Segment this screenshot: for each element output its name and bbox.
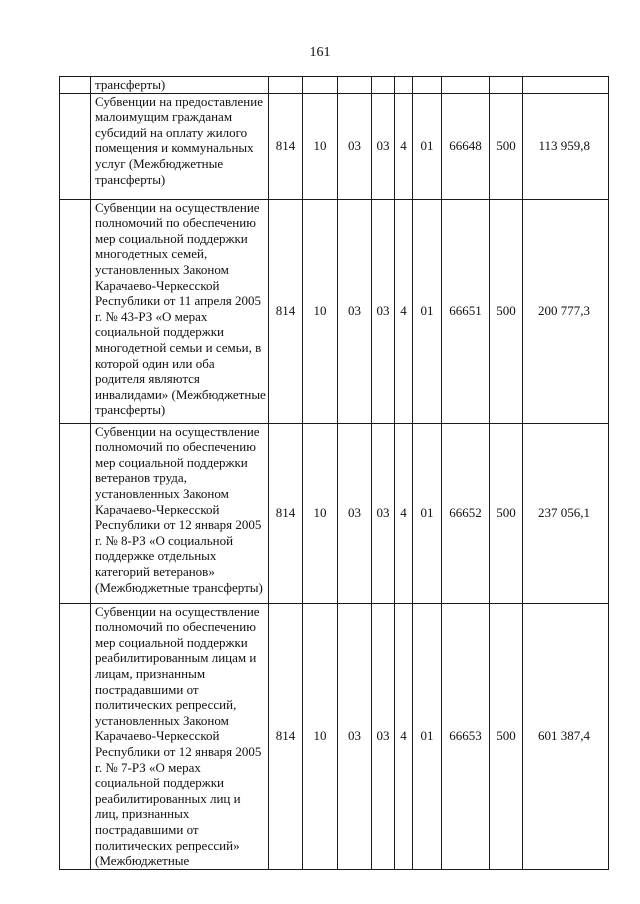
code-cell: 4 [395,423,413,603]
code-cell: 814 [269,603,303,869]
code-cell: 814 [269,199,303,423]
code-cell: 4 [395,199,413,423]
code-cell [413,77,442,94]
code-cell [338,77,372,94]
code-cell: 01 [413,423,442,603]
amount-cell: 601 387,4 [523,603,609,869]
description-cell: трансферты) [91,77,269,94]
code-cell: 01 [413,199,442,423]
table-row [60,93,609,199]
row-number-cell [60,77,91,94]
amount-cell [523,77,609,94]
code-cell: 03 [338,93,372,199]
code-cell: 500 [490,199,523,423]
code-cell [303,77,338,94]
code-cell: 10 [303,603,338,869]
row-number-cell [60,423,91,603]
code-cell: 01 [413,603,442,869]
amount-cell: 113 959,8 [523,93,609,199]
code-cell: 10 [303,199,338,423]
code-cell: 66651 [442,199,490,423]
code-cell: 03 [372,93,395,199]
code-cell [442,77,490,94]
code-cell [395,77,413,94]
description-cell: Субвенции на осуществление полномочий по обеспечению мер социальной поддержки ветеранов труда, установленных Законом Карачаево-Черкесской Республики от 12 января 2005 г. № 8-РЗ «О социальной поддержке отдельных категорий ветеранов» (Межбюджетные трансферты) [91,423,269,603]
code-cell: 66648 [442,93,490,199]
code-cell [269,77,303,94]
code-cell: 500 [490,603,523,869]
row-number-cell [60,199,91,423]
budget-table [59,76,609,870]
code-cell: 03 [372,603,395,869]
code-cell: 03 [372,423,395,603]
amount-cell: 200 777,3 [523,199,609,423]
code-cell: 10 [303,93,338,199]
code-cell: 66652 [442,423,490,603]
row-number-cell [60,93,91,199]
code-cell: 814 [269,93,303,199]
code-cell [372,77,395,94]
description-cell: Субвенции на предоставление малоимущим гражданам субсидий на оплату жилого помещения и коммунальных услуг (Межбюджетные трансферты) [91,93,269,199]
table-row [60,199,609,423]
code-cell: 66653 [442,603,490,869]
code-cell: 10 [303,423,338,603]
code-cell: 03 [338,423,372,603]
amount-cell: 237 056,1 [523,423,609,603]
table-row [60,423,609,603]
table-row [60,603,609,869]
code-cell: 01 [413,93,442,199]
code-cell: 03 [372,199,395,423]
code-cell: 814 [269,423,303,603]
code-cell: 500 [490,93,523,199]
code-cell: 4 [395,603,413,869]
code-cell: 03 [338,603,372,869]
code-cell: 03 [338,199,372,423]
code-cell: 4 [395,93,413,199]
table-row [60,77,609,94]
row-number-cell [60,603,91,869]
code-cell: 500 [490,423,523,603]
description-cell: Субвенции на осуществление полномочий по обеспечению мер социальной поддержки реабилитированным лицам и лицам, признанным пострадавшими от политических репрессий, установленных Законом Карачаево-Черкесской Республики от 12 января 2005 г. № 7-РЗ «О мерах социальной поддержки реабилитированных лиц и лиц, признанных пострадавшими от политических репрессий» (Межбюджетные [91,603,269,869]
page-number: 161 [309,45,331,60]
description-cell: Субвенции на осуществление полномочий по обеспечению мер социальной поддержки многодетных семей, установленных Законом Карачаево-Черкесской Республики от 11 апреля 2005 г. № 43-РЗ «О мерах социальной поддержки многодетной семьи и семьи, в которой один или оба родителя являются инвалидами» (Межбюджетные трансферты) [91,199,269,423]
code-cell [490,77,523,94]
table-body [60,77,609,870]
